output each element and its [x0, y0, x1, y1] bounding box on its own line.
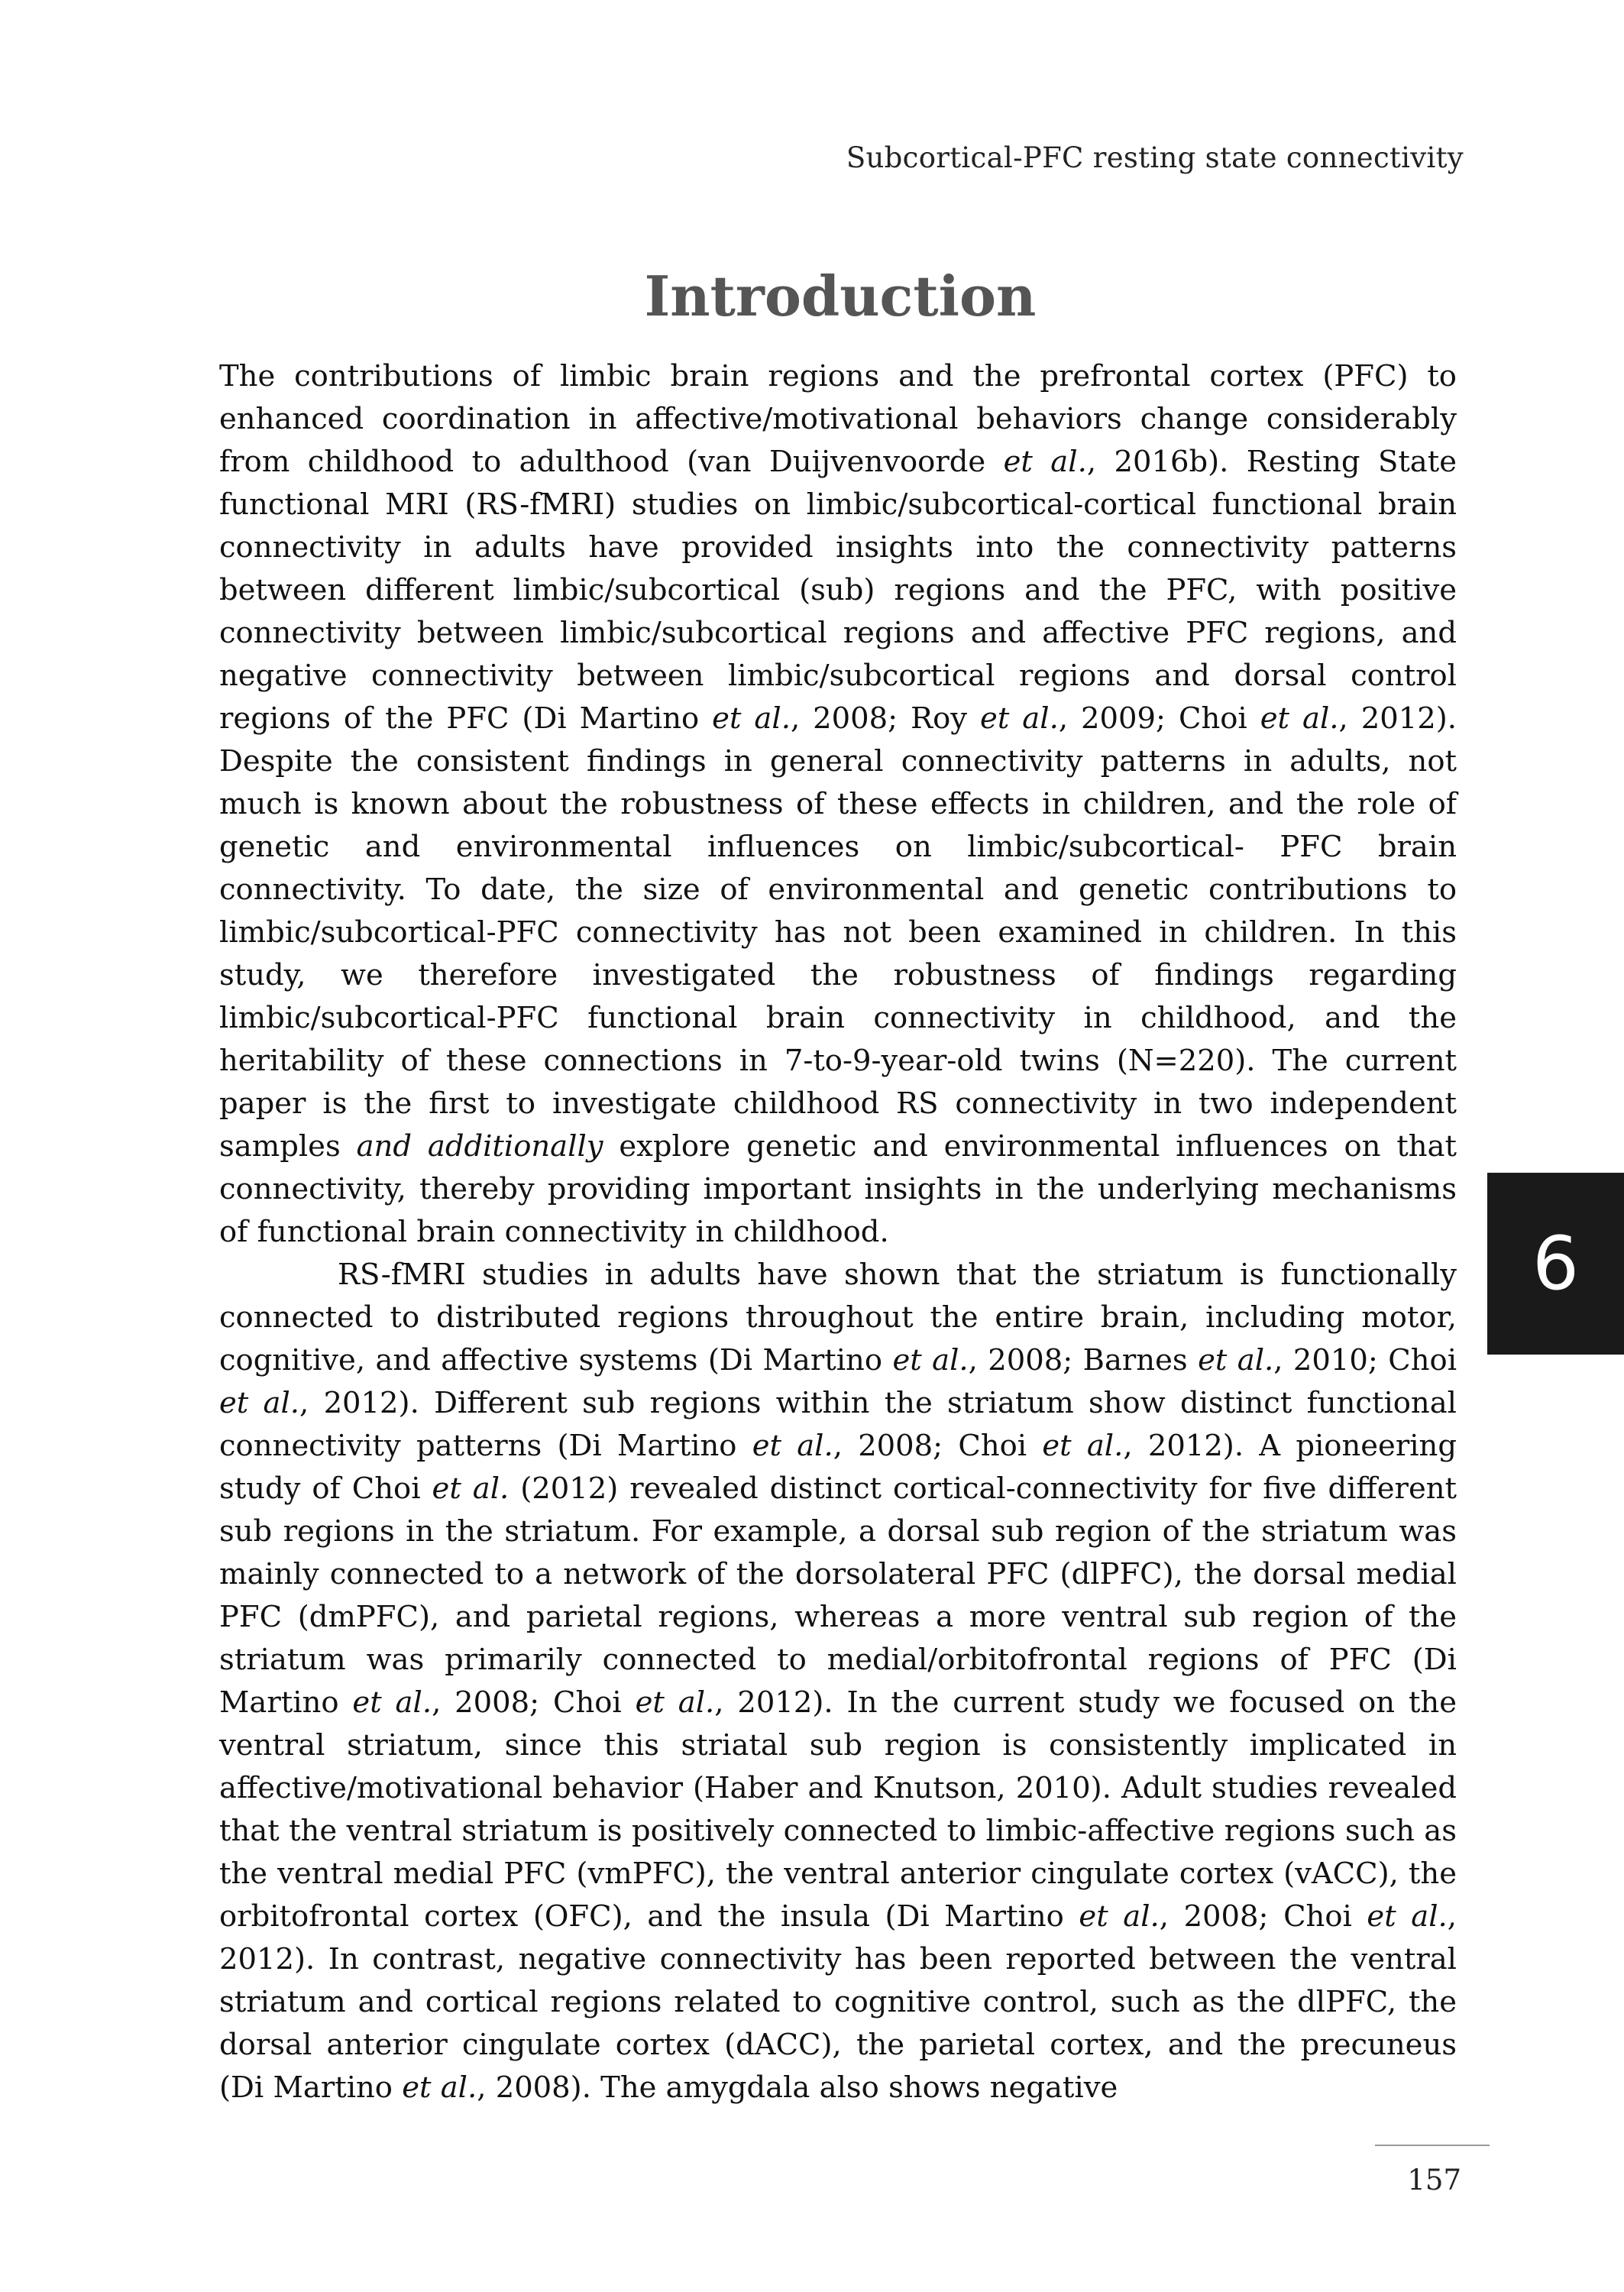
- text-run: , 2010; Choi: [1273, 1343, 1457, 1377]
- italic-run: et al.: [1003, 445, 1087, 479]
- italic-run: et al.: [219, 1386, 300, 1420]
- paragraph-2: [219, 1254, 1457, 2109]
- section-title: Introduction: [644, 264, 1037, 329]
- text-run: , 2012). In contrast, negative connectivity has been reported between the ventral striatum and cortical regions related to cognitive control, such as the dlPFC, the dorsal anterior cingulate cortex (dACC), the parietal cortex, and the precuneus (Di Martino: [219, 1899, 1457, 2105]
- italic-run: et al.: [752, 1429, 833, 1463]
- text-run: , 2012). Different sub regions within the striatum show distinct functional connectivity patterns (Di Martino: [219, 1386, 1457, 1463]
- text-run: , 2012). Despite the consistent findings in general connectivity patterns in adults, not much is known about the robustness of these effects in children, and the role of genetic and environmental influences on limbic/subcortical- PFC brain connectivity. To date, the size of environmental and genetic contributions to limbic/subcortical-PFC connectivity has not been examined in children. In this study, we therefore investigated the robustness of findings regarding limbic/subcortical-PFC functional brain connectivity in childhood, and the heritability of these connections in 7-to-9-year-old twins (N=220). The current paper is the first to investigate childhood RS connectivity in two independent samples: [219, 701, 1457, 1164]
- text-run: (2012) revealed distinct cortical-connectivity for five different sub regions in the striatum. For example, a dorsal sub region of the striatum was mainly connected to a network of the dorsolateral PFC (dlPFC), the dorsal medial PFC (dmPFC), and parietal regions, whereas a more ventral sub region of the striatum was primarily connected to medial/orbitofrontal regions of PFC (Di Martino: [219, 1471, 1457, 1720]
- italic-run: et al.: [892, 1343, 969, 1377]
- italic-run: et al.: [712, 701, 791, 736]
- text-run: explore genetic and environmental influences on that connectivity, thereby providing important insights in the underlying mechanisms of functional brain connectivity in childhood.: [219, 1129, 1457, 1249]
- text-run: , 2008; Barnes: [968, 1343, 1199, 1377]
- chapter-tab: [1487, 1173, 1624, 1355]
- italic-run: et al.: [1367, 1899, 1448, 1934]
- running-header: Subcortical-PFC resting state connectivity: [846, 141, 1464, 174]
- page-number: 157: [1407, 2164, 1461, 2196]
- text-run: The contributions of limbic brain regions and the prefrontal cortex (PFC) to enhanced coordination in affective/motivational behaviors change considerably from childhood to adulthood (van Duijvenvoorde: [219, 359, 1457, 479]
- body-text: [219, 355, 1457, 2109]
- text-run: , 2008). The amygdala also shows negative: [477, 2070, 1118, 2105]
- italic-run: and additionally: [356, 1129, 603, 1164]
- text-run: RS-fMRI studies in adults have shown that the striatum is functionally connected to distributed regions throughout the entire brain, including motor, cognitive, and affective systems (Di Martino: [219, 1258, 1457, 1377]
- text-run: , 2009; Choi: [1058, 701, 1260, 736]
- text-run: , 2008; Roy: [790, 701, 981, 736]
- text-run: , 2008; Choi: [432, 1685, 636, 1720]
- italic-run: et al.: [352, 1685, 432, 1720]
- italic-run: et al.: [432, 1471, 510, 1506]
- italic-run: et al.: [980, 701, 1059, 736]
- italic-run: et al.: [1260, 701, 1339, 736]
- italic-run: et al.: [1042, 1429, 1124, 1463]
- chapter-number: 6: [1532, 1221, 1580, 1306]
- footer-rule: [1375, 2145, 1490, 2146]
- italic-run: et al.: [1079, 1899, 1160, 1934]
- italic-run: et al.: [635, 1685, 715, 1720]
- text-run: , 2012). In the current study we focused on the ventral striatum, since this striatal sub region is consistently implicated in affective/motivational behavior (Haber and Knutson, 2010). Adult studies revealed that the ventral striatum is positively connected to limbic-affective regions such as the ventral medial PFC (vmPFC), the ventral anterior cingulate cortex (vACC), the orbitofrontal cortex (OFC), and the insula (Di Martino: [219, 1685, 1457, 1934]
- text-run: , 2012). A pioneering study of Choi: [219, 1429, 1457, 1506]
- italic-run: et al.: [1198, 1343, 1274, 1377]
- text-run: , 2016b). Resting State functional MRI (RS-fMRI) studies on limbic/subcortical-cortical functional brain connectivity in adults have provided insights into the connectivity patterns between different limbic/subcortical (sub) regions and the PFC, with positive connectivity between limbic/subcortical regions and affective PFC regions, and negative connectivity between limbic/subcortical regions and dorsal control regions of the PFC (Di Martino: [219, 445, 1457, 736]
- italic-run: et al.: [402, 2070, 477, 2105]
- text-run: , 2008; Choi: [833, 1429, 1043, 1463]
- paragraph-1: [219, 355, 1457, 1254]
- text-run: , 2008; Choi: [1159, 1899, 1367, 1934]
